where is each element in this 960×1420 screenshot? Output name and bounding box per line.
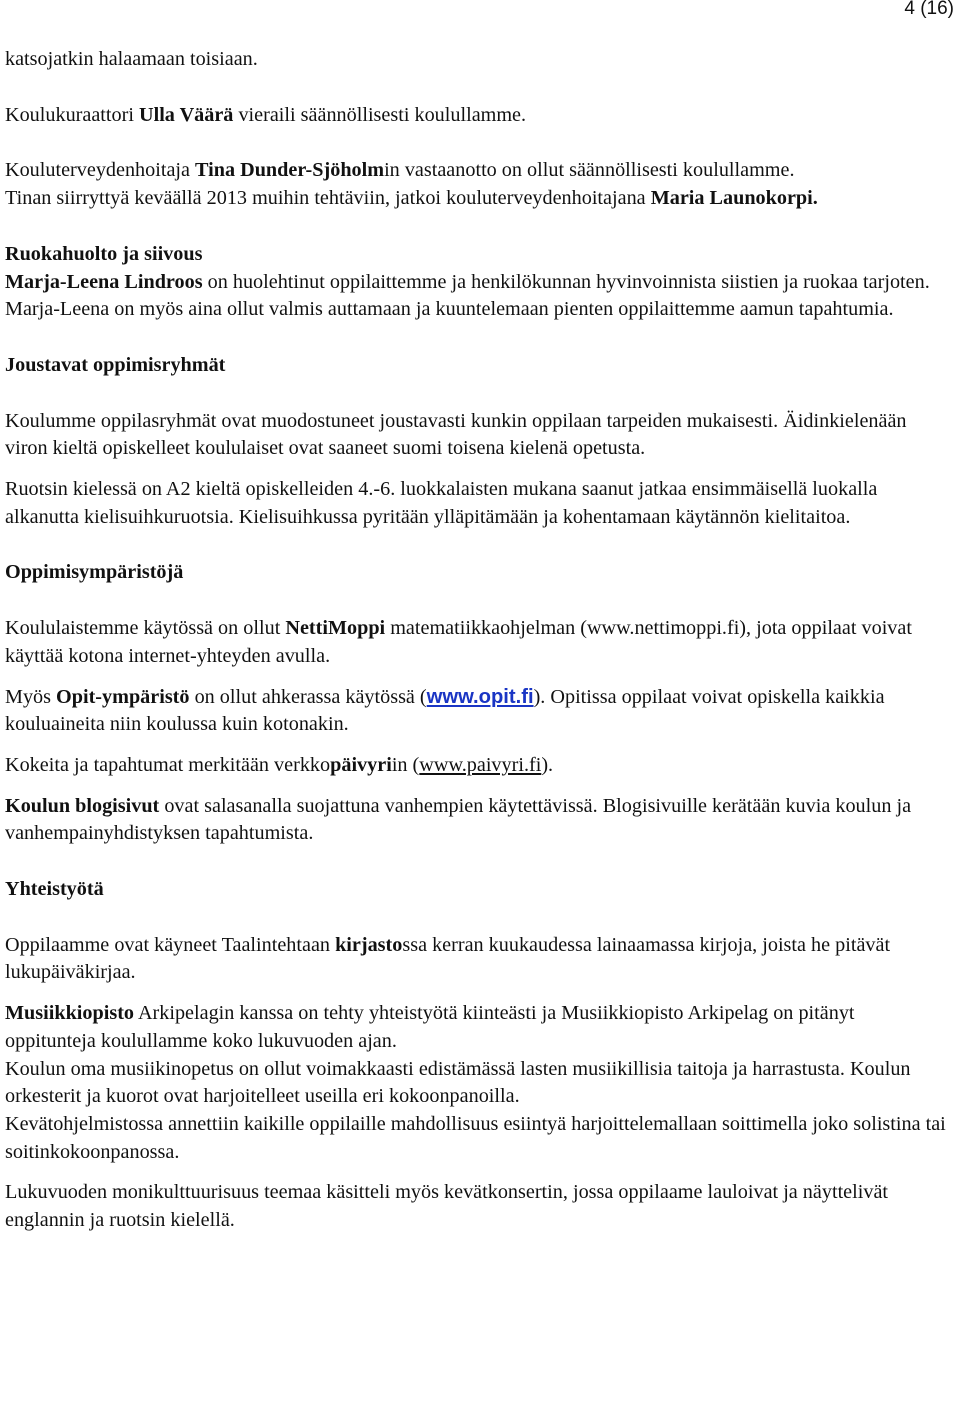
blog-text: ovat salasanalla suojattuna vanhempien käytettävissä. Blogisivuille kerätään kuvia koulun ja vanhempainyhdistyksen tapahtumista. xyxy=(5,794,912,845)
library-name: kirjasto xyxy=(335,933,403,956)
document-body xyxy=(5,46,950,1235)
paragraph-groups: Koulumme oppilasryhmät ovat muodostuneet joustavasti kunkin oppilaan tarpeiden mukaisesti. Äidinkielenään viron kieltä opiskelleet koululaiset ovat saaneet suomi toisena kielenä opetusta. xyxy=(5,409,907,460)
opit-name: Opit-ympäristö xyxy=(56,685,190,708)
spring-program-text: Kevätohjelmistossa annettiin kaikille oppilaille mahdollisuus esiintyä harjoittelemallaan soittimella joko solistina tai soitinkokoonpanossa. xyxy=(5,1112,946,1163)
nettimoppi-name: NettiMoppi xyxy=(285,617,386,640)
heading-flexible-groups: Joustavat oppimisryhmät xyxy=(5,353,226,376)
paivyri-name: päivyri xyxy=(330,753,392,776)
heading-learning-environments: Oppimisympäristöjä xyxy=(5,561,184,584)
opit-text-end: ). Opitissa oppilaat voivat opiskella kaikkia kouluaineita niin koulussa kuin kotonakin. xyxy=(5,685,885,736)
paragraph-nurse xyxy=(5,157,950,212)
counselor-text: vieraili säännöllisesti koulullamme. xyxy=(233,103,527,126)
opit-link[interactable]: www.opit.fi xyxy=(426,685,534,708)
paragraph-multicultural: Lukuvuoden monikulttuurisuus teemaa käsitteli myös kevätkonsertin, jossa oppilaame lauloivat ja näyttelivät englannin ja ruotsin kielellä. xyxy=(5,1181,889,1232)
nurse-change-text: Tinan siirryttyä keväällä 2013 muihin tehtäviin, jatkoi kouluterveydenhoitajana xyxy=(5,187,651,210)
paragraph-nettimoppi xyxy=(5,615,950,670)
heading-food-cleaning: Ruokahuolto ja siivous xyxy=(5,242,203,265)
paragraph-opit xyxy=(5,684,950,739)
music-teaching-text: Koulun oma musiikinopetus on ollut voimakkaasti edistämässä lasten musiikillisia taitoja ja harrastusta. Koulun orkesterit ja kuorot ovat harjoitelleet useilla eri kokoonpanoilla. xyxy=(5,1057,911,1108)
heading-cooperation: Yhteistyötä xyxy=(5,878,104,901)
library-intro: Oppilaamme ovat käyneet Taalintehtaan xyxy=(5,933,336,956)
music-school-text: Arkipelagin kanssa on tehty yhteistyötä kiinteästi ja Musiikkiopisto Arkipelag on pitänyt oppitunteja koulullamme koko lukuvuoden ajan. xyxy=(5,1002,855,1052)
nurse-intro: Kouluterveydenhoitaja xyxy=(5,159,196,182)
nurse-name: Tina Dunder-Sjöholm xyxy=(195,159,385,182)
paragraph-paivyri xyxy=(5,752,950,780)
blog-name: Koulun blogisivut xyxy=(5,794,160,817)
counselor-name: Ulla Väärä xyxy=(139,103,234,126)
paivyri-suffix: in ( xyxy=(391,753,420,776)
new-nurse-name: Maria Launokorpi. xyxy=(650,187,818,210)
paragraph-swedish: Ruotsin kielessä on A2 kieltä opiskelleiden 4.-6. luokkalaisten mukana saanut jatkaa ensimmäisellä luokalla alkanutta kielisuihkuruotsia. Kielisuihkussa pyritään ylläpitämään ja kohentamaan käytännön kielitaitoa. xyxy=(5,478,878,528)
paragraph-music-school xyxy=(5,1000,950,1166)
paragraph-food xyxy=(5,269,950,324)
page-number: 4 (16) xyxy=(904,0,954,19)
nettimoppi-intro: Koululaistemme käytössä on ollut xyxy=(5,617,286,640)
paivyri-intro: Kokeita ja tapahtumat merkitään verkko xyxy=(5,753,331,776)
nettimoppi-text: matematiikkaohjelman (www.nettimoppi.fi), jota oppilaat voivat käyttää kotona internet-yhteyden avulla. xyxy=(5,617,912,667)
music-school-name: Musiikkiopisto xyxy=(5,1002,135,1025)
paragraph-library xyxy=(5,932,950,987)
paragraph-counselor xyxy=(5,102,950,130)
library-text: ssa kerran kuukaudessa lainaamassa kirjoja, joista he pitävät lukupäiväkirjaa. xyxy=(5,933,891,984)
paivyri-link[interactable]: www.paivyri.fi xyxy=(419,753,542,776)
paivyri-end: ). xyxy=(541,753,554,776)
counselor-intro: Koulukuraattori xyxy=(5,103,139,126)
opit-text: on ollut ahkerassa käytössä ( xyxy=(189,685,427,708)
food-text: on huolehtinut oppilaittemme ja henkilökunnan hyvinvoinnista siistien ja ruokaa tarjoten. Marja-Leena on myös aina ollut valmis auttamaan ja kuuntelemaan pienten oppilaittemme aamun tapahtumia. xyxy=(5,270,930,321)
cook-name: Marja-Leena Lindroos xyxy=(5,270,203,293)
paragraph-hug: katsojatkin halaamaan toisiaan. xyxy=(5,48,258,70)
opit-intro: Myös xyxy=(5,685,57,708)
paragraph-blog xyxy=(5,793,950,848)
nurse-text: in vastaanotto on ollut säännöllisesti koulullamme. xyxy=(384,159,795,182)
